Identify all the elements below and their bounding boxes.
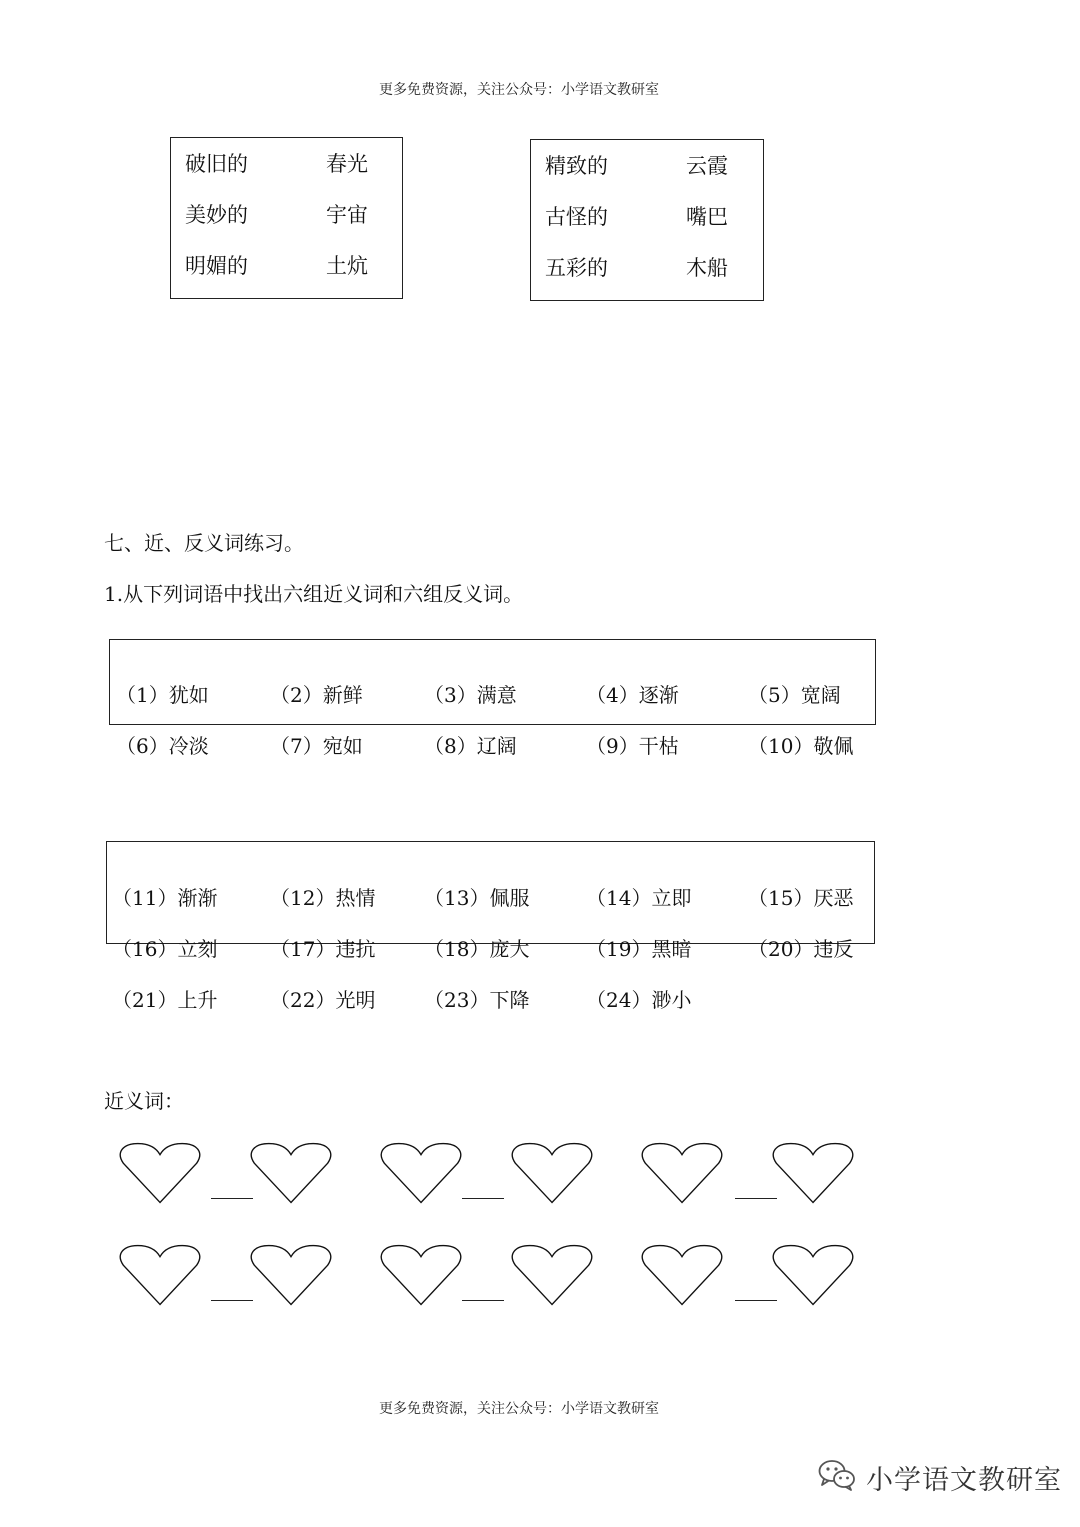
word-item: （15）厌恶 bbox=[748, 886, 854, 910]
pair-blank-line bbox=[735, 1300, 777, 1301]
word-item: （8）辽阔 bbox=[424, 734, 517, 758]
word-item: （1）犹如 bbox=[116, 683, 209, 707]
header-note: 更多免费资源，关注公众号：小学语文教研室 bbox=[379, 82, 659, 98]
heart-answer-box[interactable] bbox=[248, 1243, 334, 1307]
heart-answer-box[interactable] bbox=[770, 1243, 856, 1307]
matching-box-1 bbox=[170, 137, 403, 299]
word-item: （2）新鲜 bbox=[270, 683, 363, 707]
wechat-icon bbox=[818, 1459, 856, 1495]
heart-answer-box[interactable] bbox=[378, 1243, 464, 1307]
word-item: （14）立即 bbox=[586, 886, 692, 910]
word-item: （9）干枯 bbox=[586, 734, 679, 758]
word-item: （24）渺小 bbox=[586, 988, 692, 1012]
footer-note: 更多免费资源，关注公众号：小学语文教研室 bbox=[379, 1401, 659, 1417]
watermark-text: 小学语文教研室 bbox=[866, 1464, 1062, 1496]
pair-blank-line bbox=[211, 1300, 253, 1301]
match-left-word: 精致的 bbox=[545, 154, 608, 178]
word-item: （18）庞大 bbox=[424, 937, 530, 961]
heart-answer-box[interactable] bbox=[378, 1141, 464, 1205]
match-right-word: 宇宙 bbox=[326, 203, 368, 227]
match-right-word: 土炕 bbox=[326, 254, 368, 278]
word-item: （12）热情 bbox=[270, 886, 376, 910]
section-title: 七、近、反义词练习。 bbox=[104, 531, 304, 555]
match-left-word: 美妙的 bbox=[185, 203, 248, 227]
heart-answer-box[interactable] bbox=[770, 1141, 856, 1205]
word-item: （16）立刻 bbox=[112, 937, 218, 961]
match-left-word: 五彩的 bbox=[545, 256, 608, 280]
heart-answer-box[interactable] bbox=[509, 1141, 595, 1205]
word-item: （4）逐渐 bbox=[586, 683, 679, 707]
heart-answer-box[interactable] bbox=[639, 1141, 725, 1205]
word-item: （17）违抗 bbox=[270, 937, 376, 961]
heart-answer-box[interactable] bbox=[117, 1141, 203, 1205]
match-left-word: 古怪的 bbox=[545, 205, 608, 229]
word-item: （7）宛如 bbox=[270, 734, 363, 758]
pair-blank-line bbox=[462, 1198, 504, 1199]
word-item: （10）敬佩 bbox=[748, 734, 854, 758]
question-text: 1.从下列词语中找出六组近义词和六组反义词。 bbox=[104, 582, 524, 606]
watermark bbox=[818, 1457, 1062, 1497]
word-item: （23）下降 bbox=[424, 988, 530, 1012]
word-item: （13）佩服 bbox=[424, 886, 530, 910]
match-right-word: 春光 bbox=[326, 152, 368, 176]
matching-box-2 bbox=[530, 139, 764, 301]
heart-answer-box[interactable] bbox=[509, 1243, 595, 1307]
heart-answer-box[interactable] bbox=[117, 1243, 203, 1307]
word-item: （19）黑暗 bbox=[586, 937, 692, 961]
match-right-word: 嘴巴 bbox=[686, 205, 728, 229]
heart-answer-box[interactable] bbox=[639, 1243, 725, 1307]
word-item: （11）渐渐 bbox=[112, 886, 218, 910]
word-item: （20）违反 bbox=[748, 937, 854, 961]
word-item: （21）上升 bbox=[112, 988, 218, 1012]
word-item: （3）满意 bbox=[424, 683, 517, 707]
pair-blank-line bbox=[735, 1198, 777, 1199]
match-left-word: 破旧的 bbox=[185, 152, 248, 176]
pair-blank-line bbox=[462, 1300, 504, 1301]
pair-blank-line bbox=[211, 1198, 253, 1199]
heart-answer-box[interactable] bbox=[248, 1141, 334, 1205]
word-item: （5）宽阔 bbox=[748, 683, 841, 707]
word-item: （6）冷淡 bbox=[116, 734, 209, 758]
match-left-word: 明媚的 bbox=[185, 254, 248, 278]
synonym-label: 近义词： bbox=[104, 1089, 184, 1113]
match-right-word: 木船 bbox=[686, 256, 728, 280]
match-right-word: 云霞 bbox=[686, 154, 728, 178]
word-item: （22）光明 bbox=[270, 988, 376, 1012]
